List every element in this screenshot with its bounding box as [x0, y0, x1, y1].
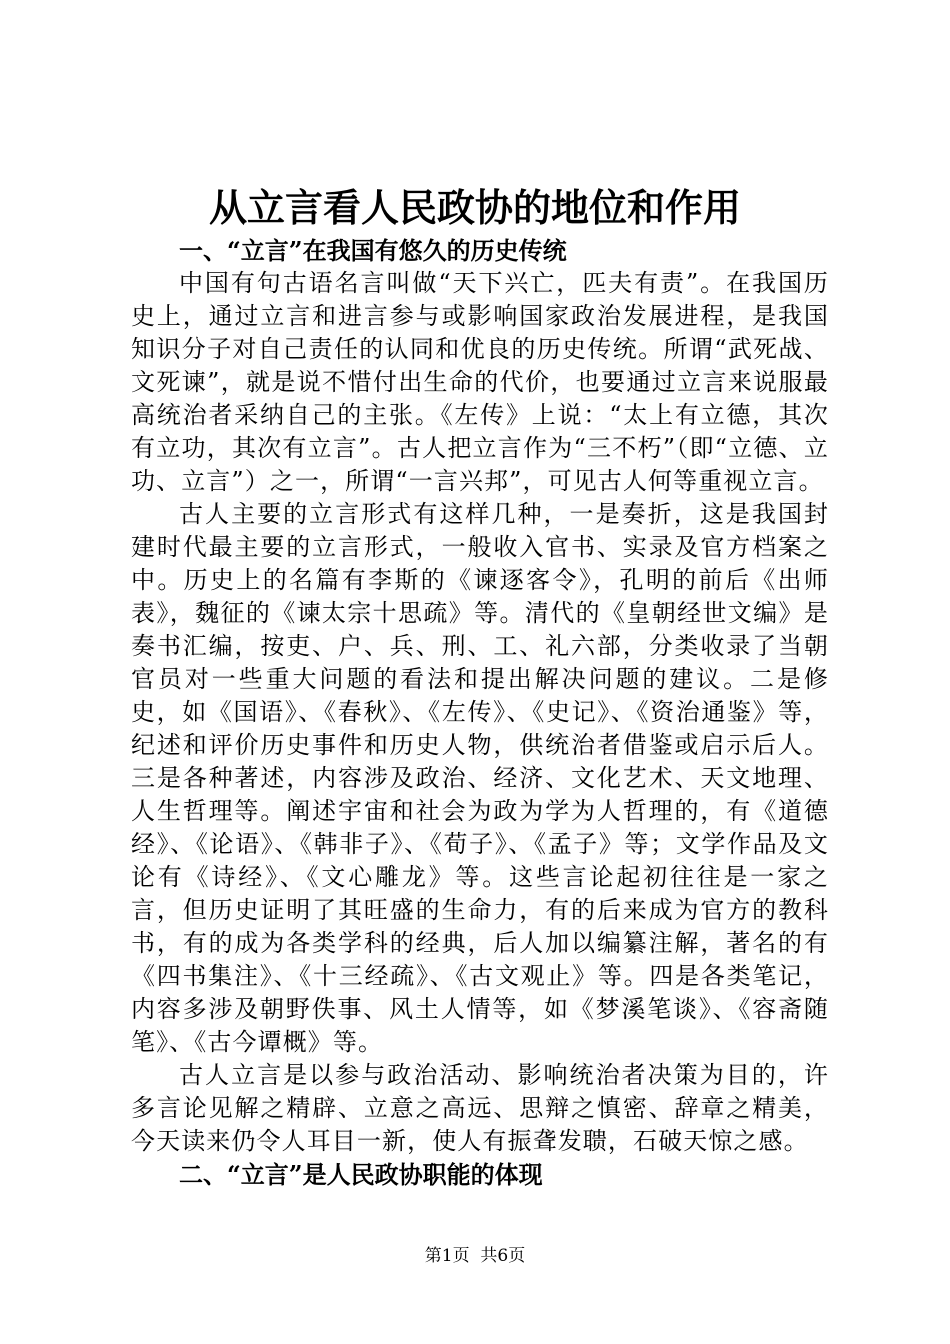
- page-footer: [0, 1244, 950, 1268]
- section-heading-1: 一、“立言”在我国有悠久的历史传统: [179, 236, 567, 265]
- paragraph-3: 古人立言是以参与政治活动、影响统治者决策为目的，许多言论见解之精辟、立意之高远、思辩之慎密、辞章之精美，今天读来仍令人耳目一新，使人有振聋发聩，石破天惊之感。: [131, 1061, 829, 1155]
- document-body: [131, 234, 829, 1191]
- page-indicator: 第1页 共6页: [424, 1246, 526, 1266]
- paragraph-1: 中国有句古语名言叫做“天下兴亡，匹夫有责”。在我国历史上，通过立言和进言参与或影响国家政治发展进程，是我国知识分子对自己责任的认同和优良的历史传统。所谓“武死战、文死谏”，就是说不惜付出生命的代价，也要通过立言来说服最高统治者采纳自己的主张。《左传》上说：“太上有立德，其次有立功，其次有立言”。古人把立言作为“三不朽”（即“立德、立功、立言”）之一，所谓“一言兴邦”，可见古人何等重视立言。: [131, 269, 829, 495]
- document-title: 从立言看人民政协的地位和作用: [208, 185, 741, 230]
- section-heading-2: 二、“立言”是人民政协职能的体现: [179, 1160, 543, 1189]
- paragraph-2: 古人主要的立言形式有这样几种，一是奏折，这是我国封建时代最主要的立言形式，一般收入官书、实录及官方档案之中。历史上的名篇有李斯的《谏逐客令》，孔明的前后《出师表》，魏征的《谏太宗十思疏》等。清代的《皇朝经世文编》是奏书汇编，按吏、户、兵、刑、工、礼六部，分类收录了当朝官员对一些重大问题的看法和提出解决问题的建议。二是修史，如《国语》、《春秋》、《左传》、《史记》、《资治通鉴》等，纪述和评价历史事件和历史人物，供统治者借鉴或启示后人。三是各种著述，内容涉及政治、经济、文化艺术、天文地理、人生哲理等。阐述宇宙和社会为政为学为人哲理的，有《道德经》、《论语》、《韩非子》、《荀子》、《孟子》等；文学作品及文论有《诗经》、《文心雕龙》等。这些言论起初往往是一家之言，但历史证明了其旺盛的生命力，有的后来成为官方的教科书，有的成为各类学科的经典，后人加以编纂注解，著名的有《四书集注》、《十三经疏》、《古文观止》等。四是各类笔记，内容多涉及朝野佚事、风土人情等，如《梦溪笔谈》、《容斋随笔》、《古今谭概》等。: [131, 500, 829, 1056]
